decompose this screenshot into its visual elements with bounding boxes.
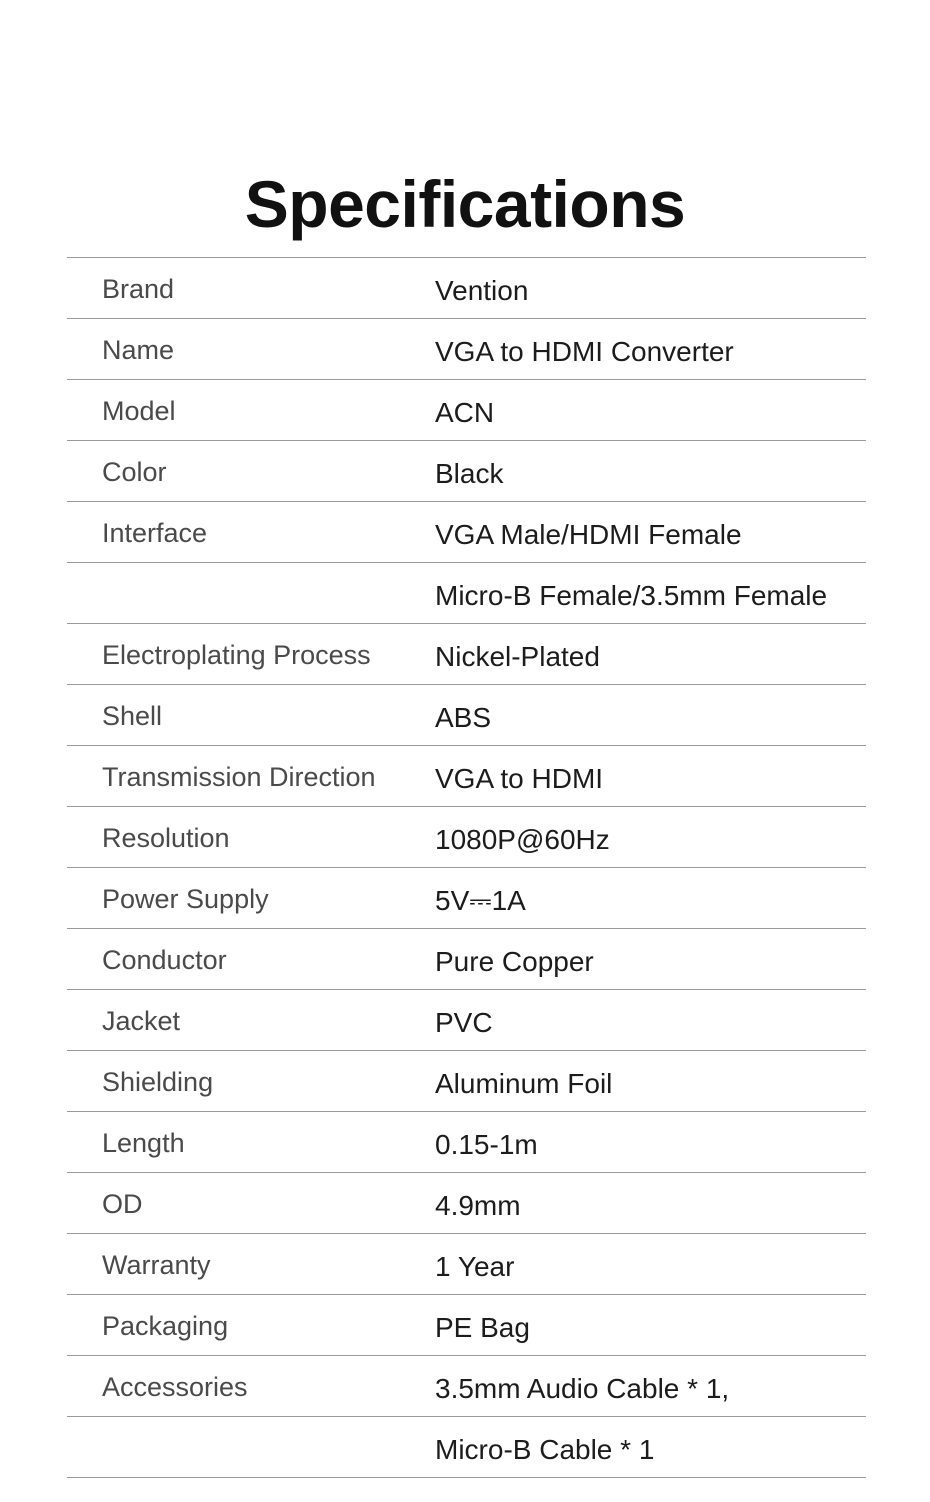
spec-label: Warranty — [102, 1250, 211, 1280]
spec-row-power-supply — [67, 868, 866, 929]
spec-row-warranty — [67, 1234, 866, 1295]
spec-value: 5V⎓1A — [435, 885, 526, 916]
spec-label: Accessories — [102, 1372, 248, 1402]
spec-value: Micro-B Female/3.5mm Female — [435, 580, 828, 611]
spec-row-accessories — [67, 1356, 866, 1417]
spec-label: Packaging — [102, 1311, 229, 1341]
spec-label: Name — [102, 335, 175, 365]
spec-row-brand — [67, 258, 866, 319]
spec-value: Nickel-Plated — [435, 641, 600, 672]
spec-value: Vention — [435, 275, 529, 306]
spec-row-color — [67, 441, 866, 502]
spec-row-name — [67, 319, 866, 380]
spec-value: ABS — [435, 702, 492, 733]
spec-label: Length — [102, 1128, 185, 1158]
spec-value: 1080P@60Hz — [435, 824, 610, 855]
spec-label: Electroplating Process — [102, 640, 371, 670]
spec-label: Model — [102, 396, 176, 426]
spec-value: VGA to HDMI — [435, 763, 604, 794]
spec-label: Shielding — [102, 1067, 214, 1097]
spec-row-conductor — [67, 929, 866, 990]
spec-label: Conductor — [102, 945, 227, 975]
spec-row-interface — [67, 502, 866, 563]
spec-row-shell — [67, 685, 866, 746]
spec-row-model — [67, 380, 866, 441]
spec-label: Transmission Direction — [102, 762, 376, 792]
spec-row-interface-continued — [67, 563, 866, 624]
spec-label: OD — [102, 1189, 143, 1219]
spec-row-shielding — [67, 1051, 866, 1112]
spec-value: ACN — [435, 397, 495, 428]
spec-label: Color — [102, 457, 167, 487]
spec-row-resolution — [67, 807, 866, 868]
spec-label: Resolution — [102, 823, 230, 853]
spec-value: 4.9mm — [435, 1190, 521, 1221]
spec-label: Shell — [102, 701, 163, 731]
spec-value: PVC — [435, 1007, 493, 1038]
spec-row-transmission-direction — [67, 746, 866, 807]
spec-value: Pure Copper — [435, 946, 594, 977]
spec-label: Interface — [102, 518, 208, 548]
spec-value: VGA Male/HDMI Female — [435, 519, 742, 550]
page-title: Specifications — [244, 167, 686, 242]
spec-value: 1 Year — [435, 1251, 515, 1282]
spec-value: Black — [435, 458, 504, 489]
specifications-table — [67, 257, 866, 1478]
spec-row-od — [67, 1173, 866, 1234]
spec-row-length — [67, 1112, 866, 1173]
spec-value: Aluminum Foil — [435, 1068, 613, 1099]
spec-value: VGA to HDMI Converter — [435, 336, 734, 367]
spec-row-packaging — [67, 1295, 866, 1356]
spec-value: Micro-B Cable * 1 — [435, 1434, 655, 1465]
spec-label: Brand — [102, 274, 175, 304]
spec-value: 3.5mm Audio Cable * 1, — [435, 1373, 730, 1404]
spec-value: PE Bag — [435, 1312, 530, 1343]
spec-row-accessories-continued — [67, 1417, 866, 1478]
spec-label: Power Supply — [102, 884, 269, 914]
spec-row-electroplating-process — [67, 624, 866, 685]
spec-label: Jacket — [102, 1006, 181, 1036]
spec-value: 0.15-1m — [435, 1129, 538, 1160]
spec-row-jacket — [67, 990, 866, 1051]
